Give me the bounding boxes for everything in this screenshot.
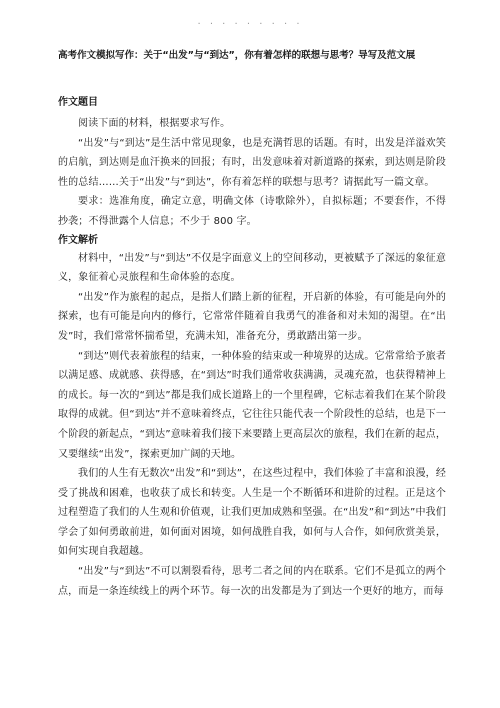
prompt-requirements: 要求：选准角度，确定立意，明确文体（诗歌除外），自拟标题；不要套作，不得抄袭；不得泄露个人信息；不少于 800 字。: [58, 196, 446, 227]
analysis-paragraph: “到达”则代表着旅程的结束，一种体验的结束或一种境界的达成。它常常给予旅者以满足感、成就感、获得感，在“到达”时我们通常收获满满，灵魂充盈，也获得精神上的成长。每一次的“到达”都是我们成长道路上的一个里程碑，它标志着我们在某个阶段取得的成就。但“到达”并不意味着终点，它往往只能代表一个阶段性的总结，也是下一个阶段的新起点，“到达”意味着我们接下来要踏上更高层次的旅程，我们在新的起点，又要继续“出发”，探索更加广阔的天地。: [58, 350, 446, 460]
analysis-section: [58, 233, 446, 602]
section-heading-analysis: 作文解析: [58, 234, 98, 246]
analysis-paragraph: “出发”作为旅程的起点，是指人们踏上新的征程，开启新的体验，有可能是向外的探索，也有可能是向内的修行，它常常伴随着自我勇气的准备和对未知的渴望。在“出发”时，我们常常怀揣希望，充满未知，准备充分，勇敢踏出第一步。: [58, 291, 446, 342]
analysis-paragraph: “出发”与“到达”不可以割裂看待，思考二者之间的内在联系。它们不是孤立的两个点，而是一条连续线上的两个环节。每一次的出发都是为了到达一个更好的地方，而每: [58, 566, 446, 597]
document-title: 高考作文模拟写作：关于“出发”与“到达”，你有着怎样的联想与思考？导写及范文展: [58, 50, 416, 61]
prompt-section: [58, 95, 446, 232]
document-page: [58, 48, 446, 601]
analysis-paragraph: 我们的人生有无数次“出发”和“到达”，在这些过程中，我们体验了丰富和浪漫，经受了挑战和困难，也收获了成长和转变。人生是一个不断循环和进阶的过程。正是这个过程塑造了我们的人生观和价值观，让我们更加成熟和坚强。在“出发”和“到达”中我们学会了如何勇敢前进，如何面对困境，如何战胜自我，如何与人合作，如何欣赏美景，如何实现自我超越。: [58, 468, 446, 558]
analysis-paragraph: 材料中，“出发”与“到达”不仅是字面意义上的空间移动，更被赋予了深远的象征意义，象征着心灵旅程和生命体验的态度。: [58, 252, 446, 284]
prompt-paragraph: 阅读下面的材料，根据要求写作。: [78, 118, 231, 129]
section-heading-prompt: 作文题目: [58, 97, 98, 108]
prompt-paragraph: “出发”与“到达”是生活中常见现象，也是充满哲思的话题。有时，出发是洋溢欢笑的启航，到达则是血汗换来的回报；有时，出发意味着对新道路的探索，到达则是阶段性的总结……关于“出发”与“到达”，你有着怎样的联想与思考？请据此写一篇文章。: [58, 137, 446, 188]
page-header-dots: · · · · · · · · ·: [197, 19, 303, 30]
